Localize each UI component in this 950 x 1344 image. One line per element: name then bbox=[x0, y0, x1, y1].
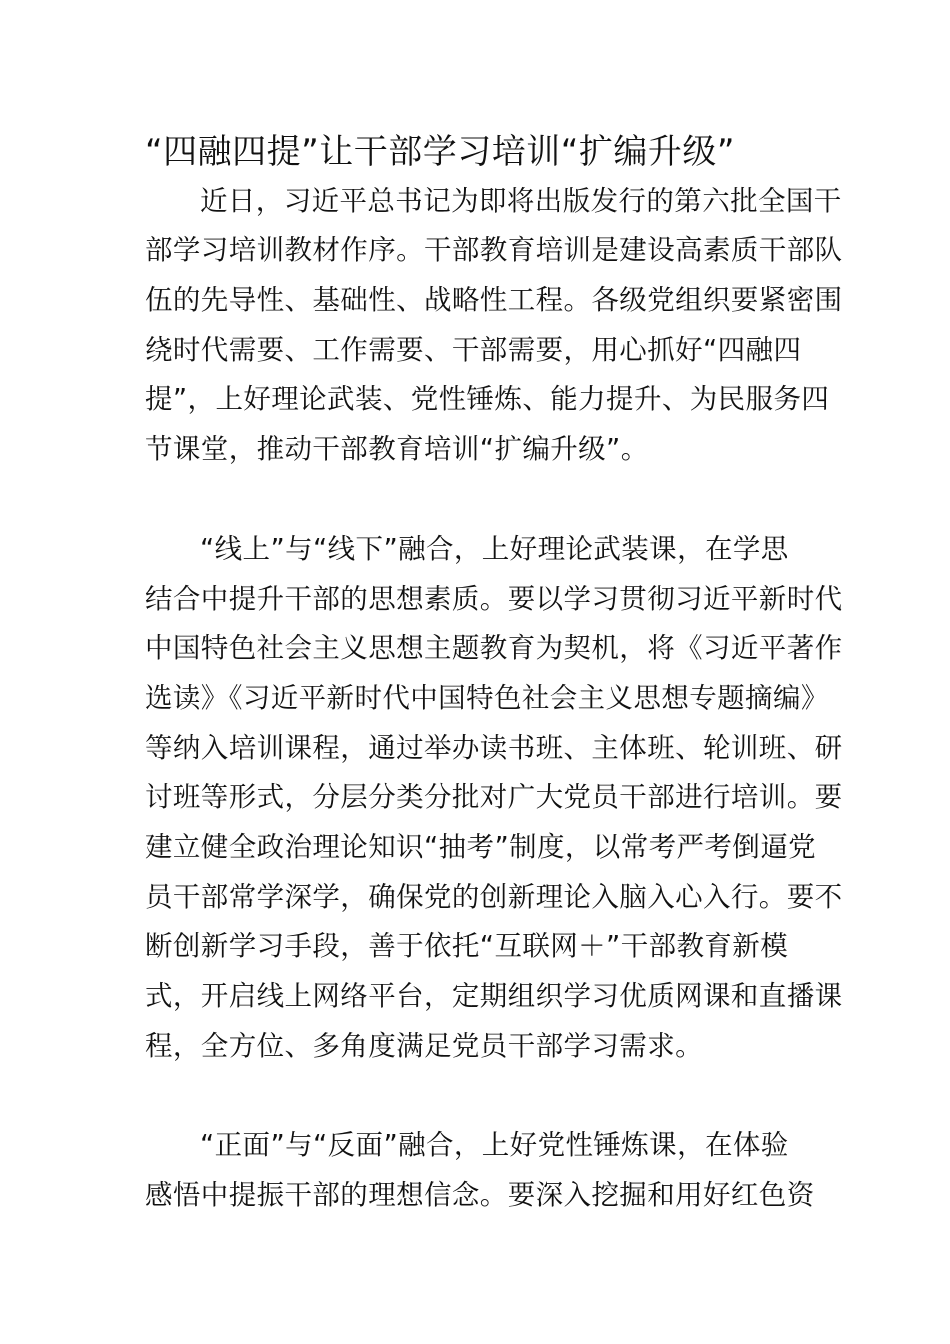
paragraph-2-line-7: 建立健全政治理论知识“抽考”制度，以常考严考倒逼党 bbox=[145, 831, 816, 863]
document-title: “四融四提”让干部学习培训“扩编升级” bbox=[145, 132, 735, 172]
paragraph-2-line-8: 员干部常学深学，确保党的创新理论入脑入心入行。要不 bbox=[145, 881, 843, 913]
paragraph-2-line-5: 等纳入培训课程，通过举办读书班、主体班、轮训班、研 bbox=[145, 732, 843, 764]
paragraph-3-line-1: “正面”与“反面”融合，上好党性锤炼课，在体验 bbox=[200, 1129, 789, 1161]
paragraph-2-line-9: 断创新学习手段，善于依托“互联网＋”干部教育新模 bbox=[145, 930, 789, 962]
paragraph-1-line-2: 部学习培训教材作序。干部教育培训是建设高素质干部队 bbox=[145, 234, 843, 266]
paragraph-1-line-1: 近日，习近平总书记为即将出版发行的第六批全国干 bbox=[200, 185, 842, 217]
paragraph-1-line-4: 绕时代需要、工作需要、干部需要，用心抓好“四融四 bbox=[145, 334, 802, 366]
paragraph-2-line-3: 中国特色社会主义思想主题教育为契机，将《习近平著作 bbox=[145, 632, 843, 664]
paragraph-2-line-2: 结合中提升干部的思想素质。要以学习贯彻习近平新时代 bbox=[145, 583, 843, 615]
paragraph-3-line-2: 感悟中提振干部的理想信念。要深入挖掘和用好红色资 bbox=[145, 1179, 815, 1211]
paragraph-2-line-10: 式，开启线上网络平台，定期组织学习优质网课和直播课 bbox=[145, 980, 843, 1012]
paragraph-1-line-6: 节课堂，推动干部教育培训“扩编升级”。 bbox=[145, 433, 649, 465]
paragraph-2-line-6: 讨班等形式，分层分类分批对广大党员干部进行培训。要 bbox=[145, 781, 843, 813]
paragraph-2-line-4: 选读》《习近平新时代中国特色社会主义思想专题摘编》 bbox=[145, 682, 829, 714]
paragraph-2-line-1: “线上”与“线下”融合，上好理论武装课，在学思 bbox=[200, 533, 789, 565]
paragraph-2-line-11: 程，全方位、多角度满足党员干部学习需求。 bbox=[145, 1030, 703, 1062]
paragraph-1-line-3: 伍的先导性、基础性、战略性工程。各级党组织要紧密围 bbox=[145, 284, 843, 316]
paragraph-1-line-5: 提”，上好理论武装、党性锤炼、能力提升、为民服务四 bbox=[145, 383, 830, 415]
